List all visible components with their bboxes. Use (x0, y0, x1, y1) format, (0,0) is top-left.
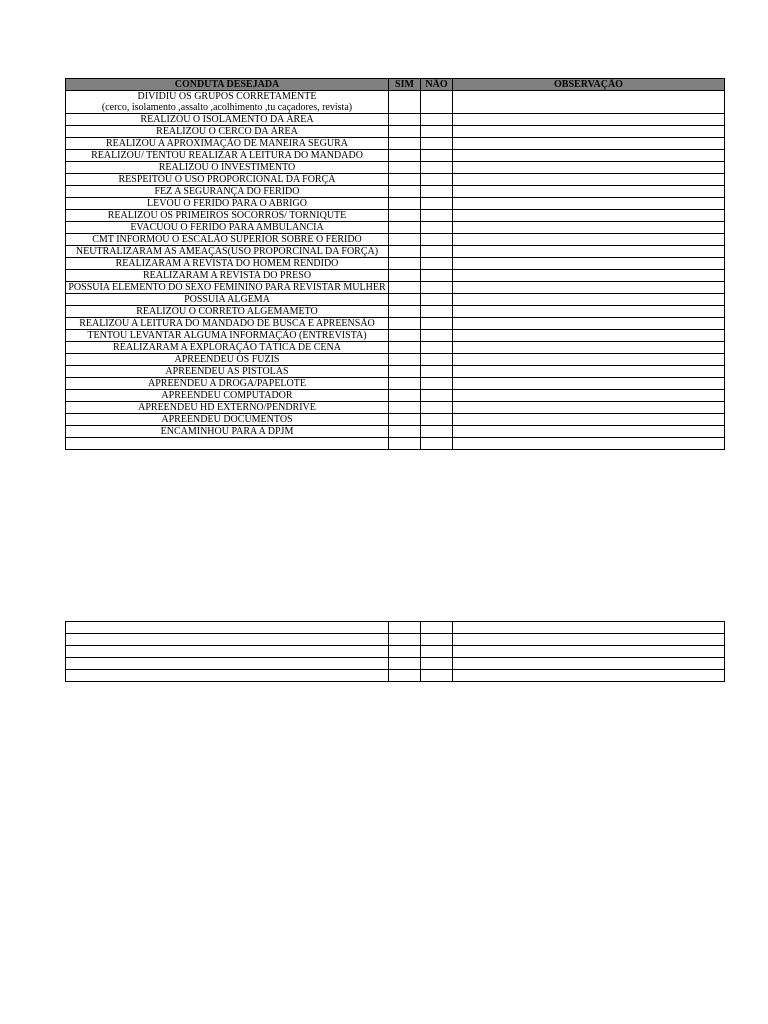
blank-sim-cell[interactable] (389, 634, 421, 646)
table-row (66, 198, 725, 210)
observacao-cell[interactable] (453, 282, 725, 294)
conduta-text: LEVOU O FERIDO PARA O ABRIGO (147, 198, 307, 209)
conduta-text: NEUTRALIZARAM AS AMEAÇAS(USO PROPORCINAL DA FORÇA) (75, 246, 379, 257)
sim-cell[interactable] (389, 306, 421, 318)
blank-conduta-cell[interactable] (66, 670, 389, 682)
sim-cell[interactable] (389, 414, 421, 426)
table-row (66, 174, 725, 186)
observacao-cell[interactable] (453, 138, 725, 150)
sim-cell[interactable] (389, 258, 421, 270)
sim-cell[interactable] (389, 186, 421, 198)
observacao-cell[interactable] (453, 126, 725, 138)
conduta-cell (66, 330, 389, 342)
conduta-text: DIVIDIU OS GRUPOS CORRETAMENTE (137, 91, 317, 102)
table-row (66, 402, 725, 414)
blank-observacao-cell[interactable] (453, 634, 725, 646)
blank-table (65, 621, 725, 682)
observacao-cell[interactable] (453, 246, 725, 258)
nao-cell[interactable] (421, 91, 453, 114)
table-row (66, 342, 725, 354)
observacao-cell[interactable] (453, 270, 725, 282)
conduta-cell (66, 390, 389, 402)
observacao-cell[interactable] (453, 306, 725, 318)
table-row (66, 126, 725, 138)
nao-cell[interactable] (421, 438, 453, 450)
conduta-cell (66, 378, 389, 390)
table-row (66, 414, 725, 426)
nao-cell[interactable] (421, 330, 453, 342)
sim-cell[interactable] (389, 378, 421, 390)
sim-cell[interactable] (389, 438, 421, 450)
nao-cell[interactable] (421, 126, 453, 138)
blank-nao-cell[interactable] (421, 622, 453, 634)
observacao-cell[interactable] (453, 330, 725, 342)
conduta-cell (66, 270, 389, 282)
blank-nao-cell[interactable] (421, 658, 453, 670)
conduta-cell (66, 186, 389, 198)
header-row (66, 79, 725, 91)
sim-cell[interactable] (389, 138, 421, 150)
nao-cell[interactable] (421, 246, 453, 258)
nao-cell[interactable] (421, 258, 453, 270)
table-row (66, 438, 725, 450)
conduta-text: APREENDEU COMPUTADOR (161, 390, 293, 401)
conduta-cell (66, 198, 389, 210)
sim-cell[interactable] (389, 246, 421, 258)
blank-observacao-cell[interactable] (453, 622, 725, 634)
blank-sim-cell[interactable] (389, 622, 421, 634)
blank-observacao-cell[interactable] (453, 670, 725, 682)
table-row (66, 426, 725, 438)
sim-cell[interactable] (389, 126, 421, 138)
sim-cell[interactable] (389, 198, 421, 210)
conduta-cell (66, 222, 389, 234)
nao-cell[interactable] (421, 138, 453, 150)
sim-cell[interactable] (389, 294, 421, 306)
conduta-cell (66, 138, 389, 150)
observacao-cell[interactable] (453, 402, 725, 414)
sim-cell[interactable] (389, 114, 421, 126)
table-row (66, 390, 725, 402)
sim-cell[interactable] (389, 234, 421, 246)
blank-sim-cell[interactable] (389, 658, 421, 670)
conduta-cell (66, 91, 389, 114)
conduta-cell (66, 306, 389, 318)
blank-row (66, 646, 725, 658)
blank-nao-cell[interactable] (421, 646, 453, 658)
table-row (66, 378, 725, 390)
blank-sim-cell[interactable] (389, 670, 421, 682)
sim-cell[interactable] (389, 402, 421, 414)
blank-row (66, 670, 725, 682)
checklist-body (66, 91, 725, 450)
nao-cell[interactable] (421, 366, 453, 378)
sim-cell[interactable] (389, 270, 421, 282)
nao-cell[interactable] (421, 174, 453, 186)
sim-cell[interactable] (389, 342, 421, 354)
table-row (66, 282, 725, 294)
nao-cell[interactable] (421, 294, 453, 306)
conduta-text: EVACUOU O FERIDO PARA AMBULÂNCIA (130, 222, 324, 233)
conduta-text: REALIZARAM A EXPLORAÇÃO TÁTICA DE CENA (113, 342, 341, 353)
conduta-cell (66, 402, 389, 414)
conduta-text: FEZ A SEGURANÇA DO FERIDO (154, 186, 300, 197)
table-row (66, 366, 725, 378)
nao-cell[interactable] (421, 318, 453, 330)
nao-cell[interactable] (421, 378, 453, 390)
observacao-cell[interactable] (453, 378, 725, 390)
table-row (66, 91, 725, 114)
conduta-cell (66, 258, 389, 270)
conduta-cell (66, 234, 389, 246)
sim-cell[interactable] (389, 162, 421, 174)
observacao-cell[interactable] (453, 150, 725, 162)
table-row (66, 222, 725, 234)
conduta-cell (66, 174, 389, 186)
observacao-cell[interactable] (453, 390, 725, 402)
conduta-cell (66, 294, 389, 306)
sim-cell[interactable] (389, 174, 421, 186)
nao-cell[interactable] (421, 198, 453, 210)
conduta-text: ENCAMINHOU PARA A DPJM (160, 426, 294, 437)
conduta-text: POSSUIA ELEMENTO DO SEXO FEMININO PARA REVISTAR MULHER (68, 282, 386, 293)
observacao-cell[interactable] (453, 414, 725, 426)
conduta-text: REALIZARAM A REVISTA DO PRESO (142, 270, 312, 281)
conduta-text: RESPEITOU O USO PROPORCIONAL DA FORÇA (118, 174, 336, 185)
conduta-text: APREENDEU A DROGA/PAPELOTE (148, 378, 306, 389)
conduta-text: REALIZOU O CERCO DA ÁREA (156, 126, 298, 137)
sim-cell[interactable] (389, 91, 421, 114)
blank-row (66, 658, 725, 670)
sim-cell[interactable] (389, 354, 421, 366)
conduta-text: REALIZOU O INVESTIMENTO (158, 162, 296, 173)
blank-conduta-cell[interactable] (66, 646, 389, 658)
sim-cell[interactable] (389, 222, 421, 234)
sim-cell[interactable] (389, 150, 421, 162)
table-row (66, 114, 725, 126)
conduta-cell (66, 150, 389, 162)
blank-table-body (66, 622, 725, 682)
blank-nao-cell[interactable] (421, 634, 453, 646)
nao-cell[interactable] (421, 402, 453, 414)
observacao-cell[interactable] (453, 198, 725, 210)
table-row (66, 354, 725, 366)
conduta-text: REALIZARAM A REVISTA DO HOMEM RENDIDO (115, 258, 339, 269)
observacao-cell[interactable] (453, 174, 725, 186)
observacao-cell[interactable] (453, 234, 725, 246)
observacao-cell[interactable] (453, 210, 725, 222)
observacao-cell[interactable] (453, 114, 725, 126)
blank-observacao-cell[interactable] (453, 646, 725, 658)
conduta-text: REALIZOU O CORRETO ALGEMAMETO (136, 306, 318, 317)
nao-cell[interactable] (421, 210, 453, 222)
observacao-cell[interactable] (453, 426, 725, 438)
nao-cell[interactable] (421, 414, 453, 426)
table-row (66, 210, 725, 222)
observacao-cell[interactable] (453, 342, 725, 354)
nao-cell[interactable] (421, 162, 453, 174)
conduta-cell (66, 426, 389, 438)
conduta-cell (66, 366, 389, 378)
conduta-cell (66, 438, 389, 450)
nao-cell[interactable] (421, 306, 453, 318)
blank-nao-cell[interactable] (421, 670, 453, 682)
table-row (66, 306, 725, 318)
conduta-text: APREENDEU DOCUMENTOS (161, 414, 293, 425)
header-conduta: CONDUTA DESEJADA (66, 79, 389, 91)
nao-cell[interactable] (421, 114, 453, 126)
blank-row (66, 634, 725, 646)
nao-cell[interactable] (421, 150, 453, 162)
nao-cell[interactable] (421, 426, 453, 438)
table-row (66, 330, 725, 342)
conduta-subtext: (cerco, isolamento ,assalto ,acolhimento ,tu caçadores, revista) (101, 102, 353, 113)
nao-cell[interactable] (421, 270, 453, 282)
observacao-cell[interactable] (453, 354, 725, 366)
conduta-cell (66, 414, 389, 426)
conduta-text: POSSUIA ALGEMA (184, 294, 270, 305)
observacao-cell[interactable] (453, 162, 725, 174)
nao-cell[interactable] (421, 390, 453, 402)
blank-observacao-cell[interactable] (453, 658, 725, 670)
nao-cell[interactable] (421, 342, 453, 354)
sim-cell[interactable] (389, 426, 421, 438)
sim-cell[interactable] (389, 282, 421, 294)
checklist-table (65, 78, 725, 450)
conduta-cell (66, 354, 389, 366)
conduta-text: APREENDEU HD EXTERNO/PENDRIVE (138, 402, 316, 413)
table-row (66, 186, 725, 198)
nao-cell[interactable] (421, 354, 453, 366)
conduta-text: TENTOU LEVANTAR ALGUMA INFORMAÇÃO (ENTREVISTA) (87, 330, 367, 341)
table-row (66, 234, 725, 246)
sim-cell[interactable] (389, 210, 421, 222)
observacao-cell[interactable] (453, 366, 725, 378)
observacao-cell[interactable] (453, 186, 725, 198)
conduta-cell (66, 342, 389, 354)
conduta-cell (66, 318, 389, 330)
nao-cell[interactable] (421, 222, 453, 234)
conduta-cell (66, 246, 389, 258)
blank-sim-cell[interactable] (389, 646, 421, 658)
observacao-cell[interactable] (453, 91, 725, 114)
header-observacao: OBSERVAÇÃO (453, 79, 725, 91)
blank-conduta-cell[interactable] (66, 634, 389, 646)
table-row (66, 318, 725, 330)
conduta-text: APREENDEU OS FUZIS (174, 354, 280, 365)
nao-cell[interactable] (421, 234, 453, 246)
conduta-cell (66, 210, 389, 222)
nao-cell[interactable] (421, 186, 453, 198)
table-row (66, 150, 725, 162)
table-row (66, 138, 725, 150)
observacao-cell[interactable] (453, 294, 725, 306)
sim-cell[interactable] (389, 330, 421, 342)
header-nao: NÃO (421, 79, 453, 91)
conduta-cell (66, 114, 389, 126)
header-sim: SIM (389, 79, 421, 91)
observacao-cell[interactable] (453, 258, 725, 270)
blank-conduta-cell[interactable] (66, 658, 389, 670)
table-row (66, 246, 725, 258)
observacao-cell[interactable] (453, 438, 725, 450)
conduta-text: REALIZOU A LEITURA DO MANDADO DE BUSCA E APREENSÃO (79, 318, 375, 329)
conduta-text: REALIZOU A APROXIMAÇÃO DE MANEIRA SEGURA (106, 138, 348, 149)
conduta-cell (66, 282, 389, 294)
sim-cell[interactable] (389, 318, 421, 330)
conduta-text: REALIZOU OS PRIMEIROS SOCORROS/ TORNIQUTE (107, 210, 347, 221)
observacao-cell[interactable] (453, 222, 725, 234)
conduta-text: APREENDEU AS PISTOLAS (165, 366, 289, 377)
conduta-text: REALIZOU O ISOLAMENTO DA ÁREA (140, 114, 314, 125)
nao-cell[interactable] (421, 282, 453, 294)
table-row (66, 294, 725, 306)
table-row (66, 162, 725, 174)
conduta-cell (66, 162, 389, 174)
conduta-text: CMT INFORMOU O ESCALÃO SUPERIOR SOBRE O FERIDO (92, 234, 362, 245)
table-row (66, 270, 725, 282)
conduta-cell (66, 126, 389, 138)
sim-cell[interactable] (389, 390, 421, 402)
observacao-cell[interactable] (453, 318, 725, 330)
sim-cell[interactable] (389, 366, 421, 378)
table-row (66, 258, 725, 270)
conduta-text: REALIZOU/ TENTOU REALIZAR A LEITURA DO MANDADO (91, 150, 363, 161)
blank-row (66, 622, 725, 634)
blank-conduta-cell[interactable] (66, 622, 389, 634)
